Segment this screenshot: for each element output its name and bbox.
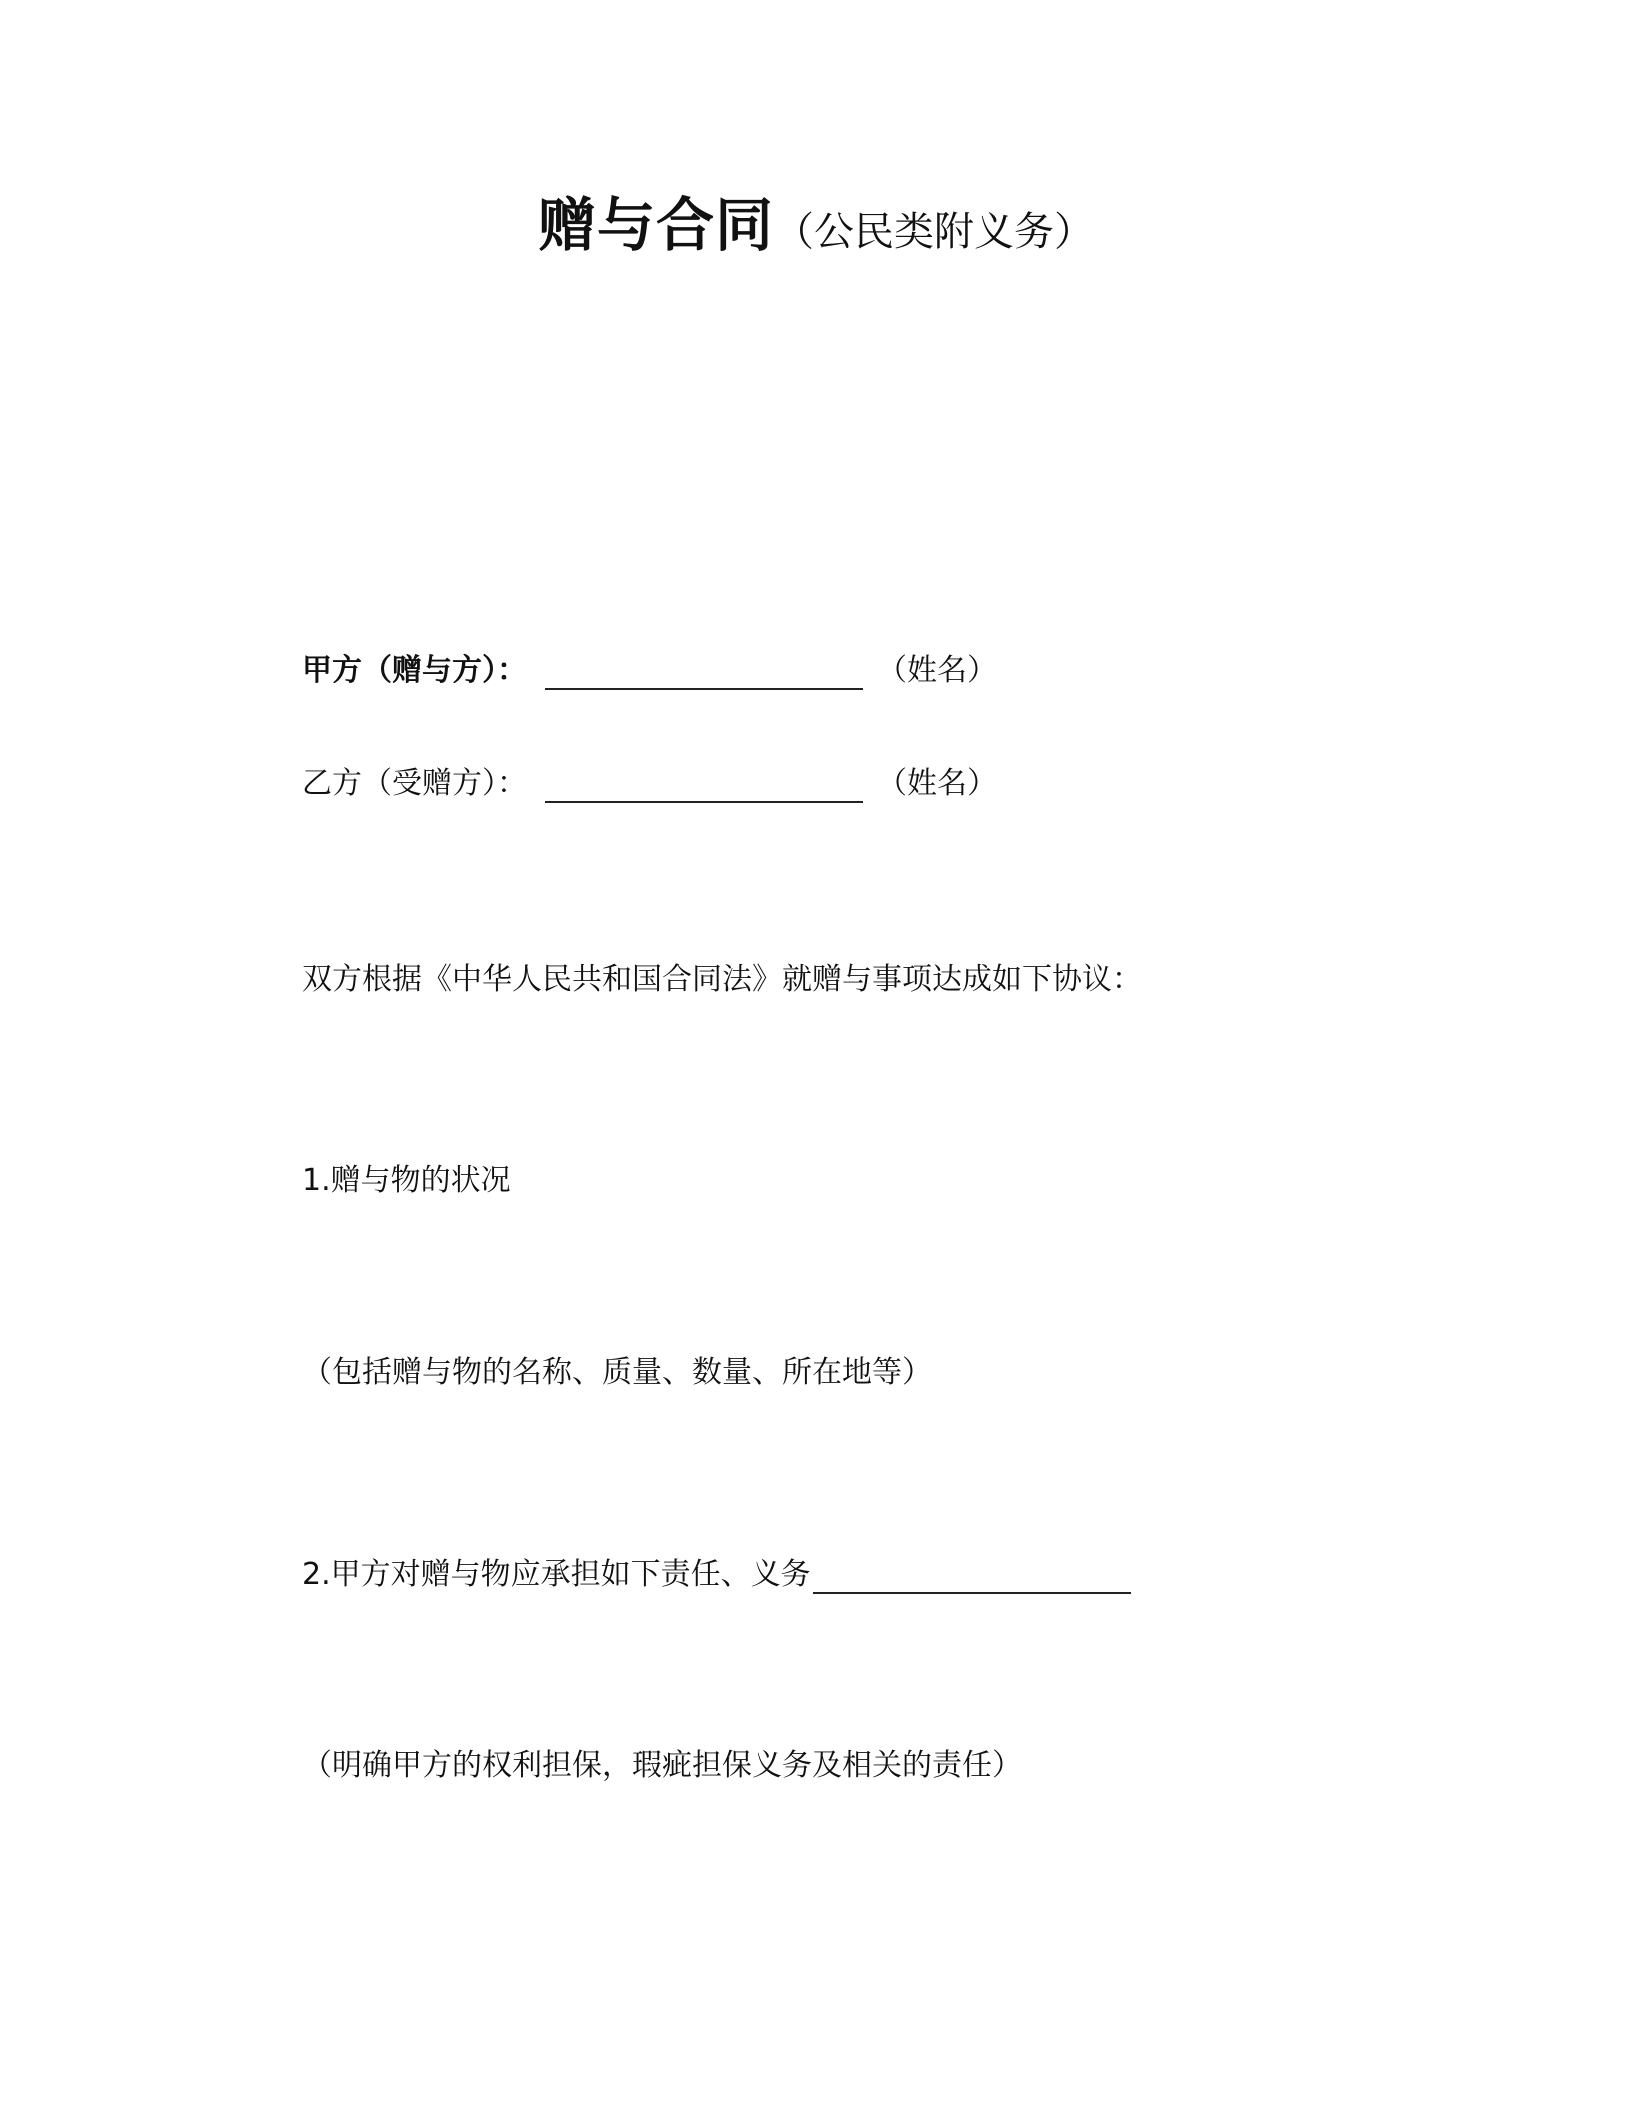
- clause-1-note: （包括赠与物的名称、质量、数量、所在地等）: [302, 1355, 932, 1390]
- party-b-name-hint: （姓名）: [877, 766, 997, 801]
- party-a-name-blank: [545, 654, 863, 690]
- party-b-line: [302, 767, 997, 803]
- clause-2-line: [302, 1558, 1145, 1594]
- preamble: 双方根据《中华人民共和国合同法》就赠与事项达成如下协议：: [302, 962, 1142, 997]
- party-a-label: 甲方（赠与方）：: [302, 653, 527, 688]
- clause-2-heading: 2.甲方对赠与物应承担如下责任、义务: [302, 1557, 811, 1592]
- party-a-name-hint: （姓名）: [877, 653, 997, 688]
- party-b-label: 乙方（受赠方）：: [302, 766, 527, 801]
- clause-2-note: （明确甲方的权利担保，瑕疵担保义务及相关的责任）: [302, 1748, 1022, 1783]
- party-b-name-blank: [545, 767, 863, 803]
- document-title: [0, 191, 1632, 259]
- title-subtitle: （公民类附义务）: [774, 209, 1094, 255]
- clause-1-heading: 1.赠与物的状况: [302, 1163, 511, 1198]
- title-main: 赠与合同: [537, 191, 774, 259]
- clause-2-blank: [813, 1558, 1131, 1594]
- party-a-line: [302, 654, 997, 690]
